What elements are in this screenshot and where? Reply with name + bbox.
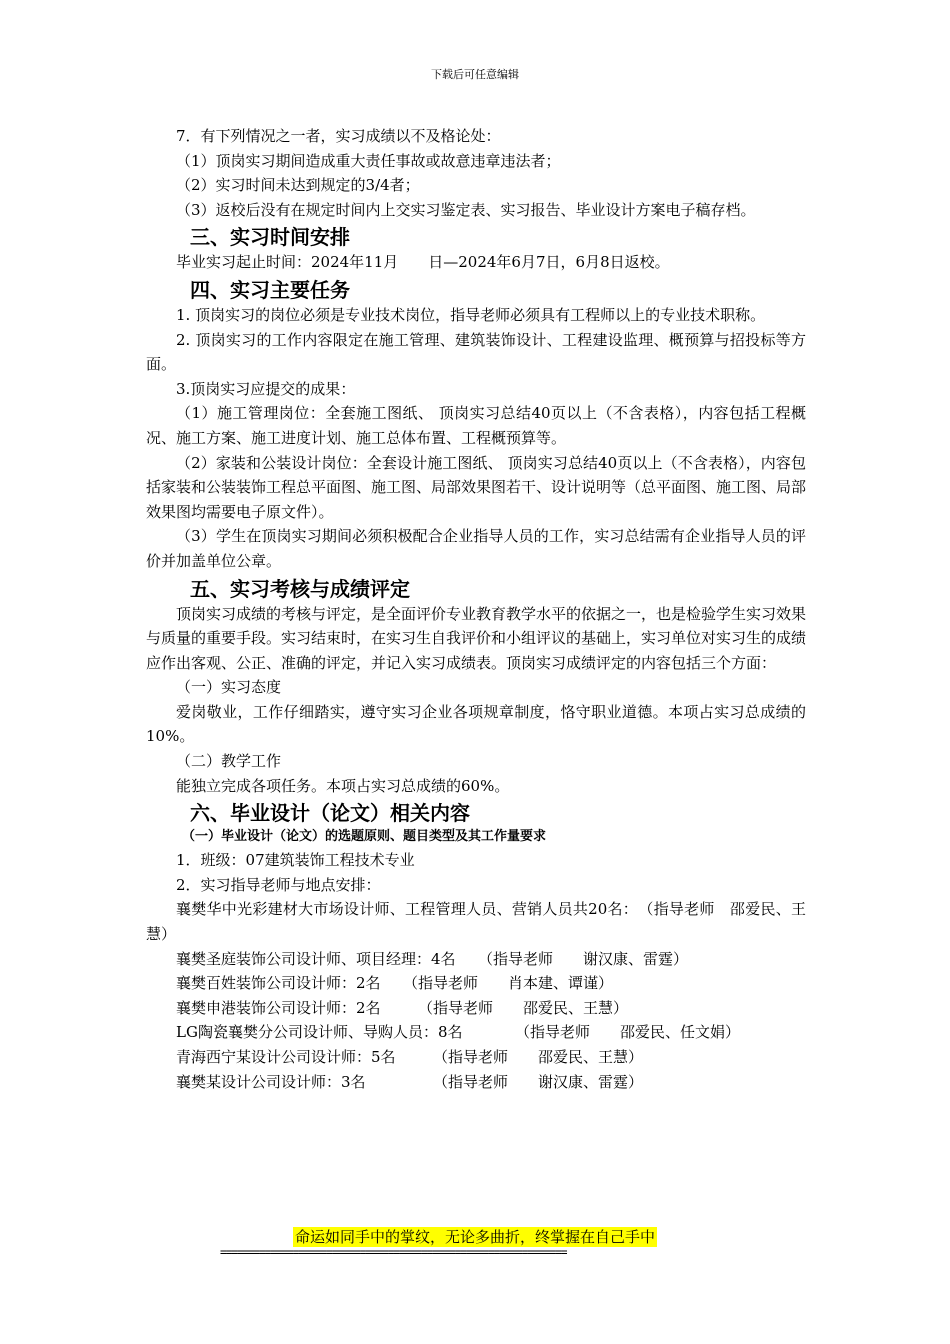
paragraph: 毕业实习起止时间：2024年11月 日—2024年6月7日，6月8日返校。 — [176, 253, 670, 272]
paragraph: 1．班级：07建筑装饰工程技术专业 — [176, 851, 415, 870]
paragraph: （2）实习时间未达到规定的3/4者； — [176, 176, 420, 195]
section-heading: 五、实习考核与成绩评定 — [190, 576, 410, 601]
paragraph: 2. 顶岗实习的工作内容限定在施工管理、建筑装饰设计、工程建设监理、概预算与招投标等方面。 — [146, 330, 806, 374]
footer — [0, 1227, 950, 1247]
document-body — [146, 124, 806, 1094]
section-heading: 三、实习时间安排 — [190, 225, 350, 250]
paragraph: （1）顶岗实习期间造成重大责任事故或故意违章违法者； — [176, 151, 561, 170]
paragraph: 1. 顶岗实习的岗位必须是专业技术岗位，指导老师必须具有工程师以上的专业技术职称。 — [176, 305, 766, 324]
section-heading: 四、实习主要任务 — [190, 277, 350, 302]
paragraph: （3）学生在顶岗实习期间必须积极配合企业指导人员的工作，实习总结需有企业指导人员的评价并加盖单位公章。 — [146, 527, 806, 570]
paragraph: （一）实习态度 — [176, 678, 282, 697]
header-note: 下载后可任意编辑 — [431, 68, 519, 81]
paragraph: 3.顶岗实习应提交的成果： — [176, 379, 356, 398]
footer-rule: ============================================================== — [220, 1246, 567, 1259]
assignment-line: 襄樊百姓装饰公司设计师：2名 （指导老师 肖本建、谭谨） — [176, 974, 614, 993]
assignment-line: LG陶瓷襄樊分公司设计师、导购人员：8名 （指导老师 邵爱民、任文娟） — [176, 1023, 740, 1042]
paragraph: 襄樊华中光彩建材大市场设计师、工程管理人员、营销人员共20名： （指导老师 邵爱民、王慧） — [146, 900, 806, 944]
paragraph: 爱岗敬业，工作仔细踏实，遵守实习企业各项规章制度，恪守职业道德。本项占实习总成绩的10%。 — [146, 702, 806, 746]
paragraph: （2）家装和公装设计岗位：全套设计施工图纸、 顶岗实习总结40页以上（不含表格），内容包括家装和公装装饰工程总平面图、施工图、局部效果图若干、设计说明等（总平面图、施工图、局部效果图均需要电子原文件）。 — [146, 453, 807, 521]
section-heading: 六、毕业设计（论文）相关内容 — [190, 801, 470, 826]
assignment-line: 襄樊某设计公司设计师：3名 （指导老师 谢汉康、雷霆） — [176, 1072, 644, 1091]
paragraph: （1）施工管理岗位：全套施工图纸、 顶岗实习总结40页以上（不含表格），内容包括工程概况、施工方案、施工进度计划、施工总体布置、工程概预算等。 — [146, 404, 806, 447]
footer-motto: 命运如同手中的掌纹，无论多曲折，终掌握在自己手中 — [294, 1228, 655, 1246]
assignment-line: 襄樊圣庭装饰公司设计师、项目经理：4名 （指导老师 谢汉康、雷霆） — [176, 949, 689, 968]
paragraph: 7．有下列情况之一者，实习成绩以不及格论处： — [176, 127, 501, 145]
paragraph: 顶岗实习成绩的考核与评定，是全面评价专业教育教学水平的依据之一，也是检验学生实习效果与质量的重要手段。实习结束时，在实习生自我评价和小组评议的基础上，实习单位对实习生的成绩应作出客观、公正、准确的评定，并记入实习成绩表。顶岗实习成绩评定的内容包括三个方面： — [146, 604, 807, 672]
paragraph: （二）教学工作 — [176, 752, 282, 771]
assignment-line: 青海西宁某设计公司设计师：5名 （指导老师 邵爱民、王慧） — [176, 1048, 644, 1066]
subsection-heading: （一）毕业设计（论文）的选题原则、题目类型及其工作量要求 — [182, 829, 547, 845]
assignment-line: 襄樊申港装饰公司设计师：2名 （指导老师 邵爱民、王慧） — [176, 998, 629, 1017]
paragraph: （3）返校后没有在规定时间内上交实习鉴定表、实习报告、毕业设计方案电子稿存档。 — [176, 200, 756, 219]
paragraph: 2．实习指导老师与地点安排： — [176, 875, 381, 894]
paragraph: 能独立完成各项任务。本项占实习总成绩的60%。 — [176, 776, 510, 795]
